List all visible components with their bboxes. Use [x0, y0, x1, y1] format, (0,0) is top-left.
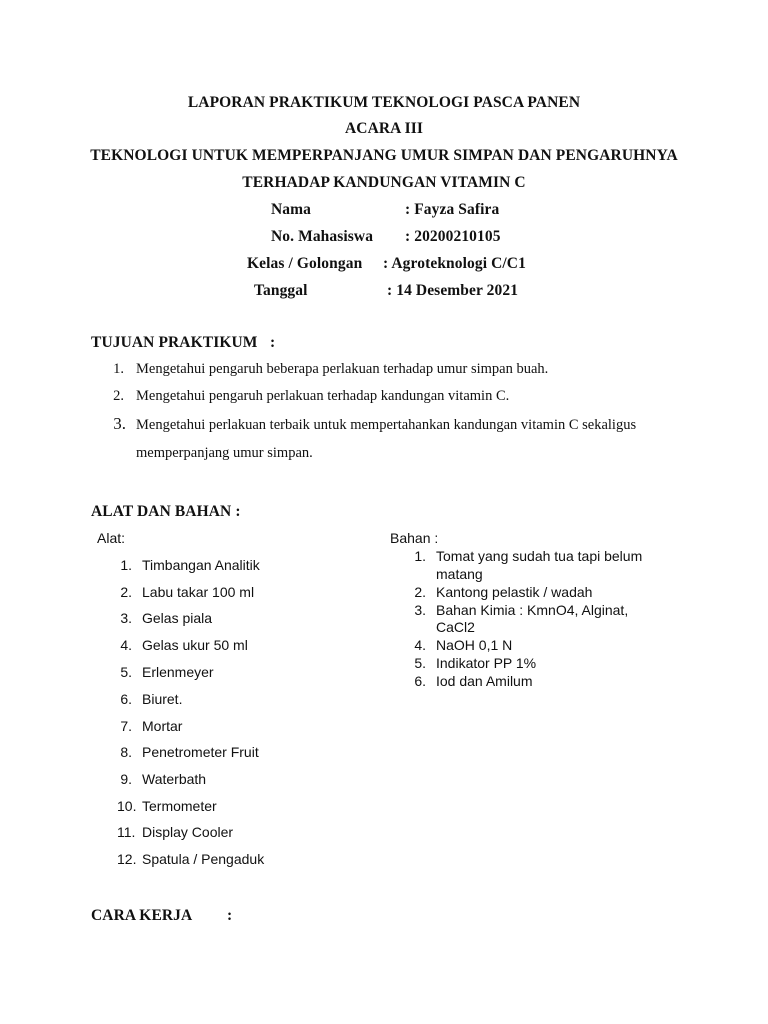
tujuan-item-text-continued: memperpanjang umur simpan.: [136, 445, 313, 461]
bahan-item-continued: matang: [436, 566, 483, 582]
alat-item: Erlenmeyer: [142, 664, 214, 680]
bahan-item: Iod dan Amilum: [436, 673, 533, 689]
tujuan-item-number: 3.: [113, 414, 126, 433]
alat-item-number: 5.: [120, 664, 132, 680]
nama-label: Nama: [271, 201, 312, 218]
bahan-item-number: 3.: [414, 602, 426, 618]
bahan-item-number: 5.: [414, 655, 426, 671]
report-topic-line-1: TEKNOLOGI UNTUK MEMPERPANJANG UMUR SIMPAN DAN PENGARUHNYA: [90, 147, 678, 164]
alat-item-number: 10.: [117, 798, 137, 814]
alat-label: Alat:: [97, 530, 126, 546]
alat-item: Mortar: [142, 718, 183, 734]
alat-item-number: 1.: [120, 557, 132, 573]
tujuan-item-number: 1.: [113, 361, 124, 377]
tujuan-colon: :: [270, 334, 276, 351]
tujuan-item-number: 2.: [113, 388, 124, 404]
alat-item-number: 6.: [120, 691, 132, 707]
alat-item-number: 8.: [120, 744, 132, 760]
alat-bahan-heading: ALAT DAN BAHAN :: [91, 503, 241, 520]
alat-item-number: 9.: [120, 771, 132, 787]
alat-item-number: 12.: [117, 851, 137, 867]
bahan-item: NaOH 0,1 N: [436, 637, 513, 653]
bahan-label: Bahan :: [390, 530, 439, 546]
cara-kerja-heading: CARA KERJA: [91, 907, 193, 924]
bahan-item-continued: CaCl2: [436, 619, 475, 635]
alat-item-number: 3.: [120, 610, 132, 626]
kelas-label: Kelas / Golongan: [247, 255, 363, 272]
alat-item: Labu takar 100 ml: [142, 584, 255, 600]
alat-item: Spatula / Pengaduk: [142, 851, 265, 867]
bahan-item-number: 4.: [414, 637, 426, 653]
kelas-value: : Agroteknologi C/C1: [383, 255, 526, 272]
alat-item-number: 2.: [120, 584, 132, 600]
nim-value: : 20200210105: [405, 228, 501, 245]
tujuan-heading: TUJUAN PRAKTIKUM: [91, 334, 258, 351]
tanggal-value: : 14 Desember 2021: [387, 282, 519, 299]
bahan-item: Bahan Kimia : KmnO4, Alginat,: [436, 602, 629, 618]
tanggal-label: Tanggal: [254, 282, 308, 299]
alat-item-number: 4.: [120, 637, 132, 653]
bahan-item-number: 1.: [414, 548, 426, 564]
report-topic-line-2: TERHADAP KANDUNGAN VITAMIN C: [242, 174, 526, 191]
report-subtitle: ACARA III: [345, 120, 423, 137]
bahan-item: Indikator PP 1%: [436, 655, 537, 671]
nama-value: : Fayza Safira: [405, 201, 500, 218]
bahan-item-number: 6.: [414, 673, 426, 689]
alat-item: Gelas piala: [142, 610, 213, 626]
bahan-item: Tomat yang sudah tua tapi belum: [436, 548, 643, 564]
alat-item: Penetrometer Fruit: [142, 744, 259, 760]
alat-item-number: 11.: [117, 824, 136, 840]
tujuan-item-text: Mengetahui perlakuan terbaik untuk mempertahankan kandungan vitamin C sekaligus: [136, 417, 637, 433]
alat-item: Waterbath: [142, 771, 207, 787]
alat-item: Timbangan Analitik: [142, 557, 260, 573]
alat-item: Termometer: [142, 798, 217, 814]
cara-kerja-colon: :: [227, 907, 233, 924]
tujuan-item-text: Mengetahui pengaruh perlakuan terhadap kandungan vitamin C.: [136, 388, 510, 404]
alat-item: Display Cooler: [142, 824, 234, 840]
bahan-item: Kantong pelastik / wadah: [436, 584, 593, 600]
bahan-item-number: 2.: [414, 584, 426, 600]
alat-item: Biuret.: [142, 691, 183, 707]
alat-item-number: 7.: [120, 718, 132, 734]
report-title: LAPORAN PRAKTIKUM TEKNOLOGI PASCA PANEN: [187, 94, 581, 111]
nim-label: No. Mahasiswa: [271, 228, 374, 245]
tujuan-item-text: Mengetahui pengaruh beberapa perlakuan terhadap umur simpan buah.: [136, 361, 549, 377]
alat-item: Gelas ukur 50 ml: [142, 637, 248, 653]
